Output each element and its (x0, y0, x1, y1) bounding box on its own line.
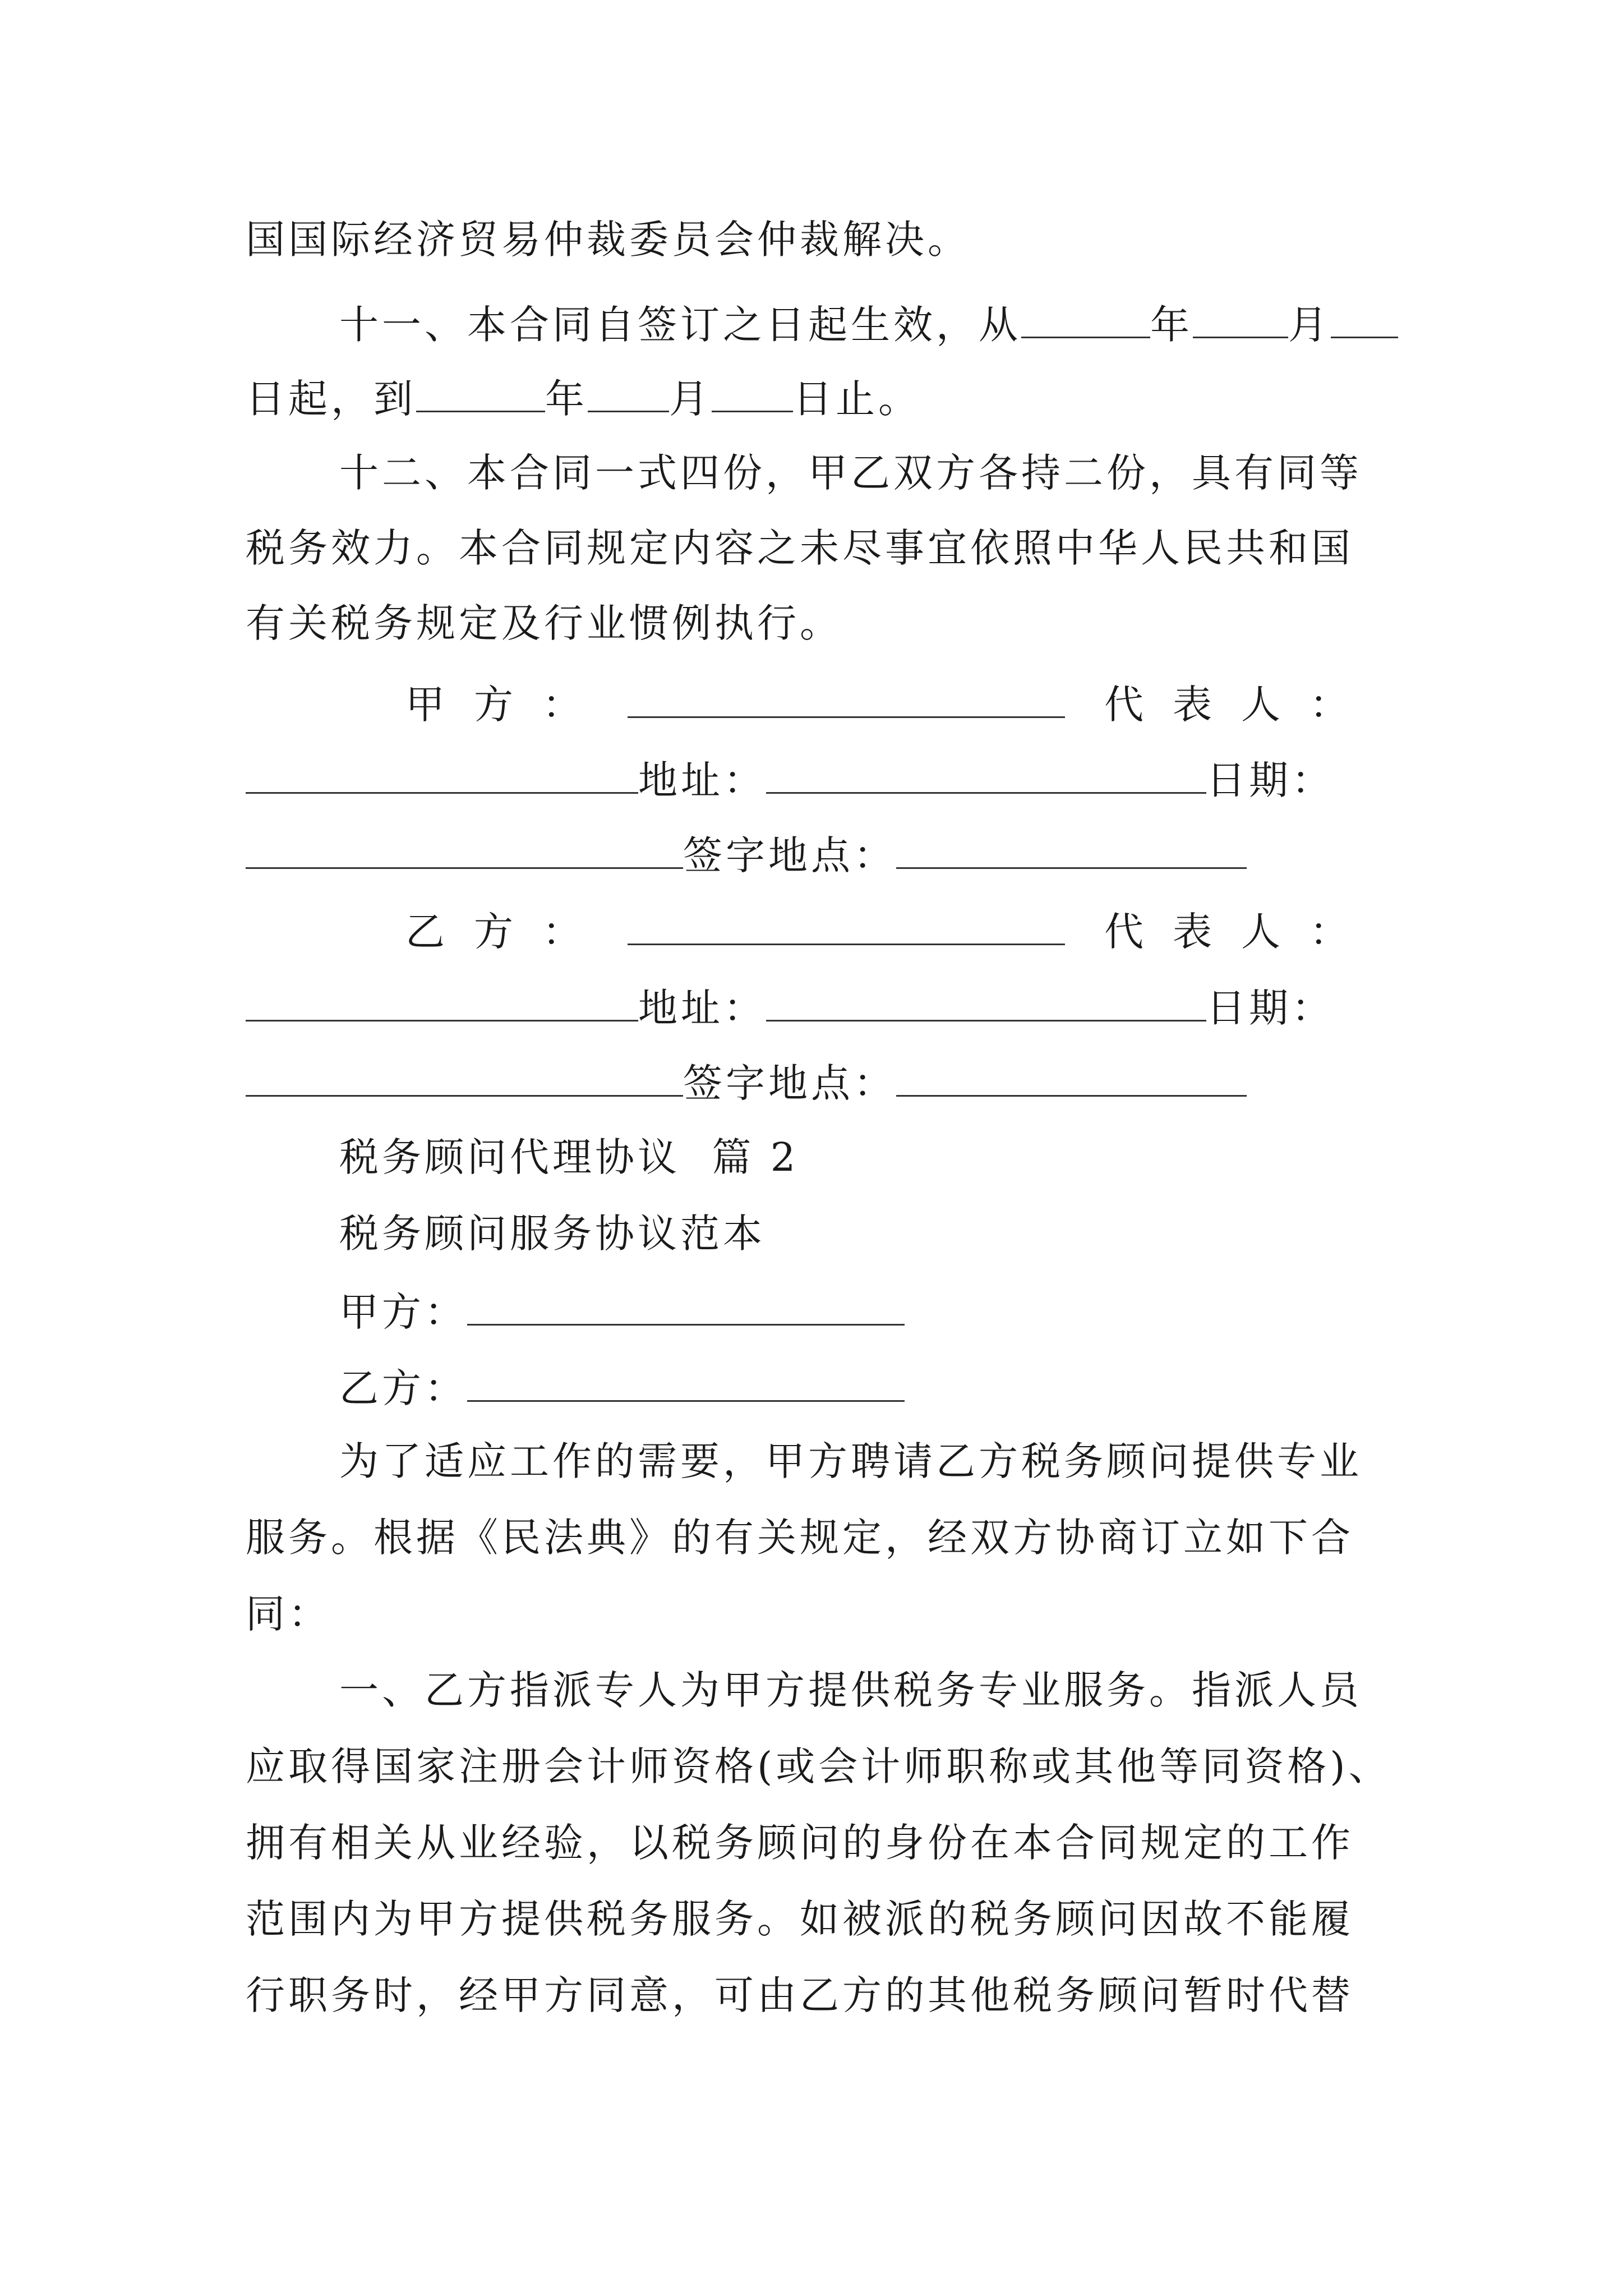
jia-blank (467, 1289, 905, 1326)
text-line (339, 450, 1483, 496)
text: 年 (545, 376, 588, 422)
text: 税务顾问服务协议范本 (339, 1211, 766, 1257)
party-a-rep-label: 代表人： (1104, 682, 1378, 728)
place-blank (896, 1060, 1247, 1097)
party-b-address-line (246, 985, 1390, 1031)
text: 为了适应工作的需要，甲方聘请乙方税务顾问提供专业 (339, 1438, 1362, 1484)
text: 国国际经济贸易仲裁委员会仲裁解决。 (246, 217, 970, 263)
jia-line (339, 1289, 1483, 1335)
text: 同： (246, 1591, 331, 1637)
text-line (246, 525, 1390, 571)
text: 甲方： (339, 1289, 467, 1335)
address-blank (766, 985, 1206, 1022)
text: 十一、本合同自签订之日起生效，从 (339, 302, 1021, 348)
text-line (246, 1820, 1390, 1866)
sub-title (339, 1211, 1483, 1257)
date-blank (246, 1060, 683, 1097)
place-blank (896, 832, 1247, 869)
date-blank (246, 832, 683, 869)
party-a-place-line (246, 832, 1390, 878)
party-a-address-line (246, 757, 1390, 803)
effective-date-line (339, 302, 1483, 348)
party-a-line (246, 682, 1390, 728)
text: 十二、本合同一式四份，甲乙双方各持二份，具有同等 (339, 450, 1362, 496)
text: 日止。 (793, 376, 921, 422)
address-label: 地址： (638, 757, 766, 803)
end-date-line (246, 376, 1390, 422)
party-b-line (246, 909, 1390, 955)
text: 应取得国家注册会计师资格(或会计师职称或其他等同资格)、 (246, 1743, 1391, 1789)
rep-blank (246, 985, 638, 1022)
text: 有关税务规定及行业惯例执行。 (246, 600, 842, 646)
party-b-place-line (246, 1060, 1390, 1106)
text-line (246, 600, 1390, 646)
yi-blank (467, 1365, 905, 1402)
day-blank (1331, 302, 1398, 338)
text-line (339, 1667, 1483, 1713)
party-a-label: 甲方： (405, 682, 611, 728)
text: 月 (1288, 302, 1331, 348)
party-a-blank (628, 682, 1065, 718)
place-label: 签字地点： (683, 832, 896, 878)
address-label: 地址： (638, 985, 766, 1031)
text: 日起，到 (246, 376, 416, 422)
text: 税务顾问代理协议 篇 2 (339, 1134, 799, 1180)
day-blank (712, 376, 793, 412)
year-blank (1021, 302, 1150, 338)
text: 范围内为甲方提供税务服务。如被派的税务顾问因故不能履 (246, 1896, 1354, 1942)
date-label: 日期： (1206, 985, 1334, 1031)
text-line (246, 1896, 1390, 1942)
month-blank (1193, 302, 1288, 338)
rep-blank (246, 757, 638, 794)
date-label: 日期： (1206, 757, 1334, 803)
text: 税务效力。本合同规定内容之未尽事宜依照中华人民共和国 (246, 525, 1354, 571)
text: 月 (669, 376, 712, 422)
text: 一、乙方指派专人为甲方提供税务专业服务。指派人员 (339, 1667, 1362, 1713)
text-line (246, 1591, 1390, 1637)
text-line (246, 217, 1390, 263)
text: 年 (1150, 302, 1193, 348)
text-line (246, 1743, 1391, 1789)
year-blank (416, 376, 545, 412)
place-label: 签字地点： (683, 1060, 896, 1106)
party-b-blank (628, 909, 1065, 945)
address-blank (766, 757, 1206, 794)
party-b-rep-label: 代表人： (1104, 909, 1378, 955)
text: 拥有相关从业经验，以税务顾问的身份在本合同规定的工作 (246, 1820, 1354, 1866)
text-line (246, 1972, 1390, 2018)
text: 行职务时，经甲方同意，可由乙方的其他税务顾问暂时代替 (246, 1972, 1354, 2018)
text: 乙方： (339, 1365, 467, 1411)
month-blank (588, 376, 669, 412)
text: 服务。根据《民法典》的有关规定，经双方协商订立如下合 (246, 1515, 1354, 1561)
text-line (246, 1515, 1390, 1561)
yi-line (339, 1365, 1483, 1411)
text-line (339, 1438, 1483, 1484)
party-b-label: 乙方： (405, 909, 611, 955)
section-title (339, 1134, 1483, 1180)
